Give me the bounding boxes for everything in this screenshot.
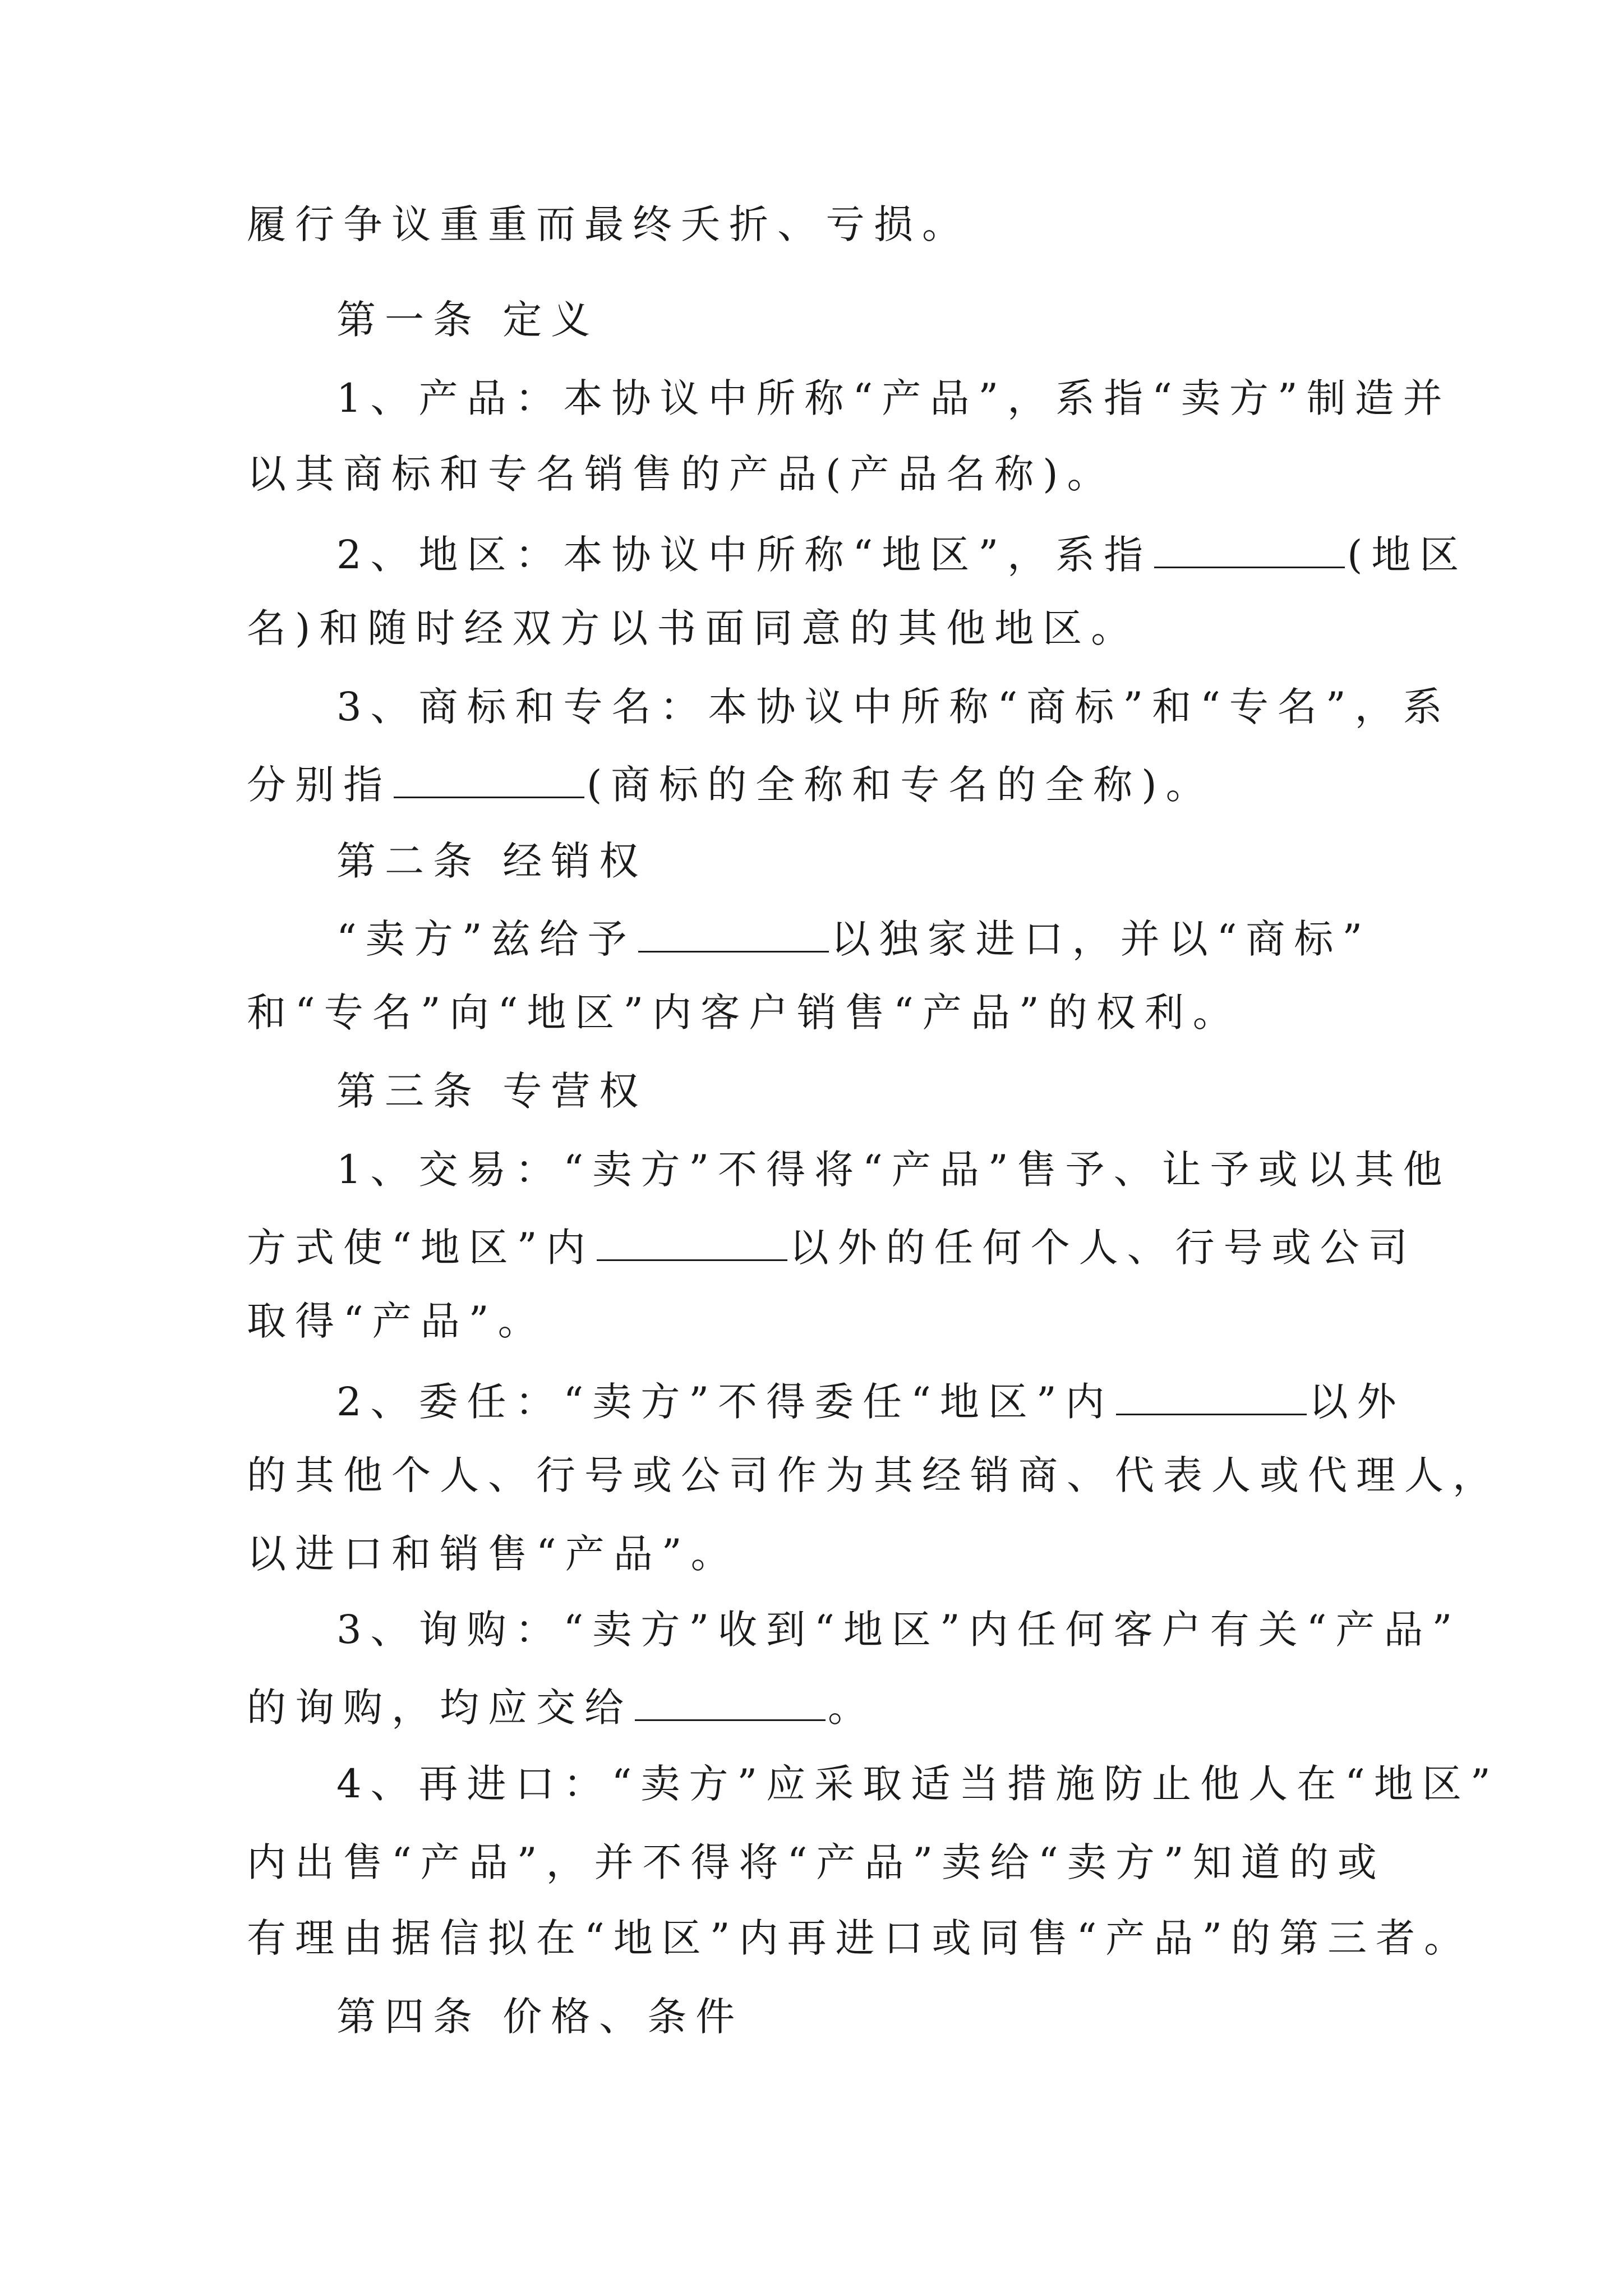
text-line: [336, 912, 1371, 964]
paragraph-text: 以独家进口，并以“商标”: [831, 916, 1372, 962]
paragraph-text: 以其商标和专名销售的产品(产品名称)。: [247, 451, 1115, 497]
paragraph-text: 和“专名”向“地区”内客户销售“产品”的权利。: [247, 990, 1241, 1036]
paragraph-text: 以外: [1308, 1379, 1405, 1425]
text-line: [247, 1450, 1501, 1501]
paragraph-text: 2、地区：本协议中所称“地区”，系指: [336, 532, 1152, 578]
text-line: [247, 449, 1115, 499]
paragraph-text: 1、产品：本协议中所称“产品”，系指“卖方”制造并: [336, 375, 1451, 421]
paragraph-text: 3、询购：“卖方”收到“地区”内任何客户有关“产品”: [336, 1607, 1461, 1653]
section-heading: [336, 1991, 744, 2042]
text-line: [247, 1296, 546, 1346]
fill-in-blank: [635, 1680, 826, 1721]
paragraph-text: (地区: [1347, 532, 1468, 578]
text-line: [336, 373, 1451, 424]
text-line: [247, 1220, 1417, 1273]
text-line: [336, 1144, 1451, 1195]
paragraph-text: 履行争议重重而最终夭折、亏损。: [247, 201, 970, 247]
paragraph-text: 2、委任：“卖方”不得委任“地区”内: [336, 1379, 1114, 1425]
paragraph-text: 名)和随时经双方以书面同意的其他地区。: [247, 605, 1140, 651]
text-line: [247, 757, 1214, 810]
heading-text: 第一条 定义: [336, 297, 600, 343]
text-line: [247, 1680, 876, 1733]
text-line: [247, 1529, 739, 1579]
paragraph-text: 的其他个人、行号或公司作为其经销商、代表人或代理人，: [247, 1452, 1501, 1498]
fill-in-blank: [1116, 1374, 1307, 1415]
paragraph-text: 以进口和销售“产品”。: [247, 1531, 739, 1577]
text-line: [336, 1604, 1461, 1655]
text-line: [336, 527, 1468, 580]
paragraph-text: 方式使“地区”内: [247, 1225, 594, 1271]
heading-text: 第四条 价格、条件: [336, 1994, 744, 2040]
text-line: [336, 682, 1451, 732]
section-heading: [336, 295, 599, 345]
paragraph-text: 。: [828, 1685, 876, 1731]
text-line: [247, 603, 1139, 654]
fill-in-blank: [638, 912, 829, 953]
paragraph-text: 4、再进口：“卖方”应采取适当措施防止他人在“地区”: [336, 1761, 1500, 1807]
paragraph-text: 有理由据信拟在“地区”内再进口或同售“产品”的第三者。: [247, 1915, 1473, 1961]
fill-in-blank: [1154, 527, 1345, 568]
fill-in-blank: [597, 1220, 787, 1261]
heading-text: 第三条 专营权: [336, 1068, 648, 1114]
paragraph-text: 分别指: [247, 762, 391, 808]
paragraph-text: 内出售“产品”，并不得将“产品”卖给“卖方”知道的或: [247, 1839, 1386, 1885]
text-line: [247, 987, 1241, 1038]
paragraph-text: (商标的全称和专名的全称)。: [587, 762, 1214, 808]
section-heading: [336, 836, 647, 886]
paragraph-text: 取得“产品”。: [247, 1298, 546, 1344]
text-line: [336, 1759, 1500, 1809]
text-line: [247, 1913, 1472, 1963]
paragraph-text: “卖方”兹给予: [336, 916, 636, 962]
paragraph-text: 的询购，均应交给: [247, 1685, 633, 1731]
paragraph-text: 3、商标和专名：本协议中所称“商标”和“专名”，系: [336, 684, 1451, 730]
text-line: [247, 1837, 1386, 1888]
paragraph-text: 1、交易：“卖方”不得将“产品”售予、让予或以其他: [336, 1147, 1451, 1193]
text-line: [336, 1374, 1405, 1427]
paragraph-text: 以外的任何个人、行号或公司: [789, 1225, 1417, 1271]
section-heading: [336, 1066, 647, 1116]
fill-in-blank: [394, 757, 584, 798]
text-line: [247, 199, 970, 250]
heading-text: 第二条 经销权: [336, 838, 648, 884]
